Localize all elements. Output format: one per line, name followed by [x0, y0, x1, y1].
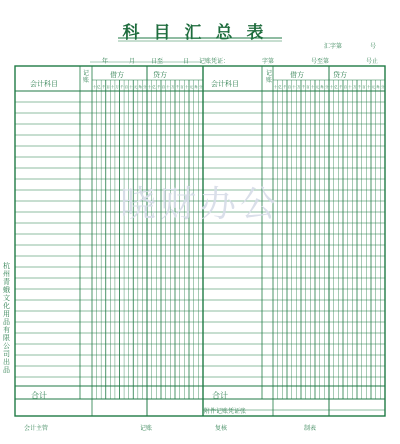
- ledger-header-right: 记账: [266, 70, 273, 84]
- digit-header-credit-left: 万: [170, 85, 175, 89]
- digit-header-credit-right: 分: [380, 85, 385, 89]
- digit-header-debit-right: 万: [296, 85, 301, 89]
- date-from-label: 日至: [151, 58, 164, 65]
- digit-header-debit-right: 十: [310, 85, 315, 89]
- digit-header-credit-left: 百: [161, 85, 166, 89]
- digit-header-debit-right: 百: [287, 85, 292, 89]
- no-to-label: 号至第: [311, 58, 330, 65]
- printer-imprint: 杭州青蛾文化用品有限公司出品: [3, 262, 10, 374]
- digit-header-debit-left: 万: [115, 85, 119, 89]
- voucher-count-label: 附件记账凭证张: [204, 408, 247, 415]
- digit-header-credit-left: 百: [180, 85, 184, 89]
- no-end-label: 号止: [366, 58, 379, 65]
- digit-header-credit-right: 百: [362, 85, 366, 89]
- digit-header-debit-right: 元: [315, 85, 320, 89]
- footer-supervisor: 会计主管: [24, 425, 49, 432]
- digit-header-debit-left: 分: [143, 85, 147, 89]
- digit-header-debit-left: 千: [120, 85, 124, 89]
- voucher-no-suffix: 号: [370, 43, 377, 50]
- digit-header-debit-left: 元: [133, 85, 138, 89]
- digit-header-debit-left: 十: [110, 85, 115, 89]
- form-title: 科目汇总表: [122, 23, 278, 43]
- debit-header-right: 借方: [290, 71, 304, 79]
- digit-header-credit-left: 千: [175, 85, 180, 89]
- digit-header-debit-left: 角: [138, 85, 142, 89]
- digit-header-credit-left: 十: [184, 85, 189, 89]
- digit-header-debit-left: 亿: [97, 85, 101, 89]
- credit-header-right: 贷方: [333, 71, 347, 79]
- digit-header-credit-right: 百: [343, 85, 348, 89]
- digit-header-debit-right: 十: [292, 85, 296, 89]
- digit-header-credit-right: 千: [357, 85, 362, 89]
- digit-header-debit-right: 角: [320, 85, 324, 89]
- digit-header-debit-left: 十: [129, 85, 133, 89]
- digit-header-credit-left: 千: [156, 85, 161, 89]
- voucher-no-label: 汇字第: [324, 43, 343, 50]
- total-row-right: 合计: [212, 391, 228, 400]
- digit-header-credit-right: 十: [366, 85, 371, 89]
- digit-header-debit-right: 千: [301, 85, 306, 89]
- debit-header-left: 借方: [110, 71, 124, 79]
- digit-header-credit-right: 万: [352, 85, 357, 89]
- digit-header-debit-right: 亿: [278, 85, 282, 89]
- digit-header-debit-left: 百: [124, 85, 129, 89]
- digit-header-credit-left: 角: [194, 85, 198, 89]
- digit-header-credit-right: 十: [348, 85, 352, 89]
- digit-header-debit-left: 千: [101, 85, 106, 89]
- year-label: 年: [102, 58, 109, 65]
- footer-bookkeeper: 记账: [140, 425, 153, 432]
- footer-reviewer: 复核: [215, 425, 228, 432]
- month-label: 月: [129, 58, 136, 65]
- digit-header-debit-left: 百: [106, 85, 110, 89]
- day-label: 日: [183, 58, 190, 65]
- watermark-logo: 晓财办公: [119, 184, 280, 225]
- digit-header-credit-right: 千: [338, 85, 343, 89]
- no-from-label: 字第: [262, 58, 275, 65]
- voucher-range-label: 记账凭证：: [199, 58, 230, 65]
- digit-header-debit-right: 百: [306, 85, 310, 89]
- digit-header-credit-right: 元: [371, 85, 376, 89]
- digit-header-credit-left: 分: [198, 85, 203, 89]
- total-row-left: 合计: [31, 391, 47, 400]
- digit-header-credit-left: 十: [166, 85, 170, 89]
- ledger-header-left: 记账: [83, 70, 90, 84]
- digit-header-credit-left: 元: [189, 85, 194, 89]
- account-header-left: 会计科目: [30, 80, 58, 88]
- digit-header-credit-left: 亿: [152, 85, 156, 89]
- digit-header-debit-right: 十: [273, 85, 278, 89]
- digit-header-credit-right: 亿: [334, 85, 338, 89]
- digit-header-debit-right: 千: [282, 85, 287, 89]
- credit-header-left: 贷方: [153, 71, 167, 79]
- account-header-right: 会计科目: [211, 80, 239, 88]
- digit-header-credit-right: 十: [329, 85, 334, 89]
- digit-header-credit-right: 角: [376, 85, 380, 89]
- footer-preparer: 制表: [304, 425, 317, 432]
- digit-header-credit-left: 十: [147, 85, 152, 89]
- digit-header-debit-right: 分: [324, 85, 329, 89]
- digit-header-debit-left: 十: [92, 85, 96, 89]
